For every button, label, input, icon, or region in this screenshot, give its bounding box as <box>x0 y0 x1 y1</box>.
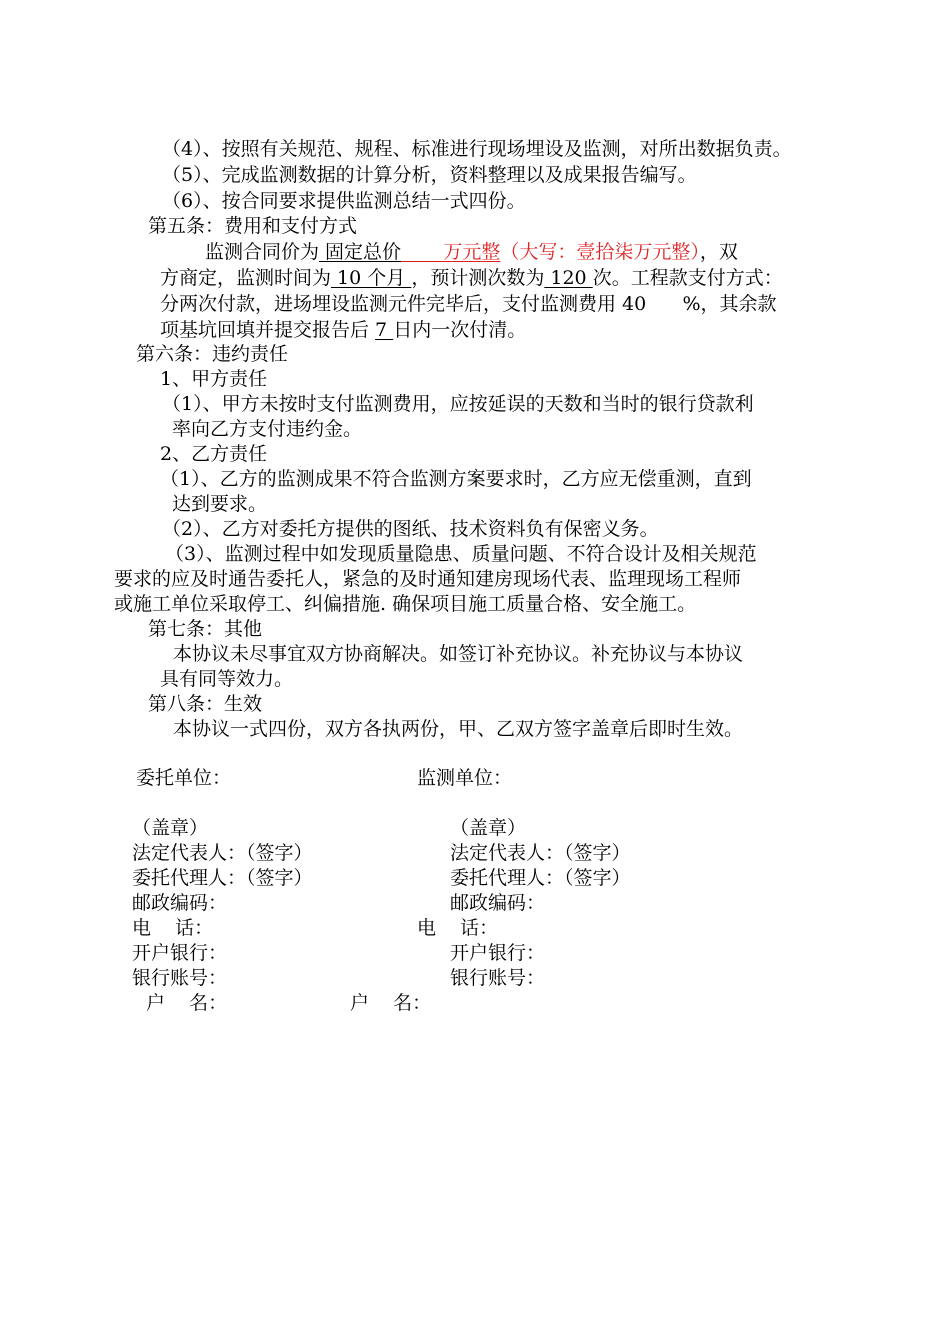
article-5-line-1-tail: ，双 <box>699 241 738 263</box>
party-a-heading: 1、甲方责任 <box>160 368 268 390</box>
monitor-agent-label: 委托代理人：（签字） <box>450 867 631 889</box>
article-6-title: 第六条：违约责任 <box>136 343 289 365</box>
monitor-account-name-label: 户 名： <box>350 992 432 1014</box>
client-agent-label: 委托代理人：（签字） <box>132 867 313 889</box>
count-label: ，预计测次数为 <box>411 267 545 289</box>
client-bank-label: 开户银行： <box>132 942 228 964</box>
duty-item-4: （4）、按照有关规范、规程、标准进行现场埋设及监测，对所出数据负责。 <box>162 138 792 160</box>
monitor-legal-rep-label: 法定代表人：（签字） <box>450 842 631 864</box>
client-seal-label: （盖章） <box>132 817 209 839</box>
article-7-line-2: 具有同等效力。 <box>160 668 294 690</box>
monitor-bank-label: 开户银行： <box>450 942 546 964</box>
article-8-line-1: 本协议一式四份，双方各执两份，甲、乙双方签字盖章后即时生效。 <box>173 718 744 740</box>
duration-value: 10 个月 <box>331 267 412 289</box>
monitor-phone-label: 电 话： <box>417 917 499 939</box>
payment-method-label: 次。工程款支付方式： <box>592 267 783 289</box>
client-unit-label: 委托单位： <box>136 767 232 789</box>
duty-item-6: （6）、按合同要求提供监测总结一式四份。 <box>162 190 526 212</box>
article-5-line-2 <box>160 266 783 290</box>
payment-days-tail: 日内一次付清。 <box>393 319 527 341</box>
price-amount-words: （大写：壹拾柒万元整） <box>500 241 700 263</box>
payment-days-value: 7 <box>375 319 394 341</box>
party-a-clause-1-line-2: 率向乙方支付违约金。 <box>172 418 363 440</box>
monitor-unit-label: 监测单位： <box>417 767 513 789</box>
party-b-clause-3-line-3: 或施工单位采取停工、纠偏措施. 确保项目施工质量合格、安全施工。 <box>114 593 697 615</box>
client-phone-label: 电 话： <box>132 917 214 939</box>
article-7-title: 第七条：其他 <box>148 618 263 640</box>
client-account-label: 银行账号： <box>132 967 228 989</box>
price-type: 固定总价 <box>319 241 402 263</box>
party-a-clause-1-line-1: （1）、甲方未按时支付监测费用，应按延误的天数和当时的银行贷款利 <box>162 393 754 415</box>
article-5-line-4 <box>160 318 526 342</box>
client-postcode-label: 邮政编码： <box>132 892 228 914</box>
duty-item-5: （5）、完成监测数据的计算分析，资料整理以及成果报告编写。 <box>162 164 697 186</box>
contract-price-label: 监测合同价为 <box>205 241 320 263</box>
article-7-line-1: 本协议未尽事宜双方协商解决。如签订补充协议。补充协议与本协议 <box>173 643 744 665</box>
article-5-title: 第五条：费用和支付方式 <box>148 215 358 237</box>
party-b-clause-3-line-2: 要求的应及时通告委托人，紧急的及时通知建房现场代表、监理现场工程师 <box>114 568 742 590</box>
party-b-heading: 2、乙方责任 <box>160 443 268 465</box>
client-account-name-label: 户 名： <box>146 992 228 1014</box>
party-b-clause-1-line-2: 达到要求。 <box>172 493 268 515</box>
party-b-clause-3-line-1: （3）、监测过程中如发现质量隐患、质量问题、不符合设计及相关规范 <box>165 543 757 565</box>
monitor-seal-label: （盖章） <box>450 817 527 839</box>
article-5-line-1 <box>205 240 738 264</box>
payment-days-label: 项基坑回填并提交报告后 <box>160 319 376 341</box>
duration-label: 方商定，监测时间为 <box>160 267 332 289</box>
count-value: 120 <box>544 267 593 289</box>
article-5-line-3: 分两次付款，进场埋设监测元件完毕后，支付监测费用 40 %，其余款 <box>160 293 777 315</box>
article-8-title: 第八条：生效 <box>148 693 263 715</box>
party-b-clause-1-line-1: （1）、乙方的监测成果不符合监测方案要求时，乙方应无偿重测，直到 <box>160 468 752 490</box>
client-legal-rep-label: 法定代表人：（签字） <box>132 842 313 864</box>
price-amount: 万元整 <box>401 241 501 263</box>
monitor-account-label: 银行账号： <box>450 967 546 989</box>
party-b-clause-2: （2）、乙方对委托方提供的图纸、技术资料负有保密义务。 <box>162 518 659 540</box>
monitor-postcode-label: 邮政编码： <box>450 892 546 914</box>
